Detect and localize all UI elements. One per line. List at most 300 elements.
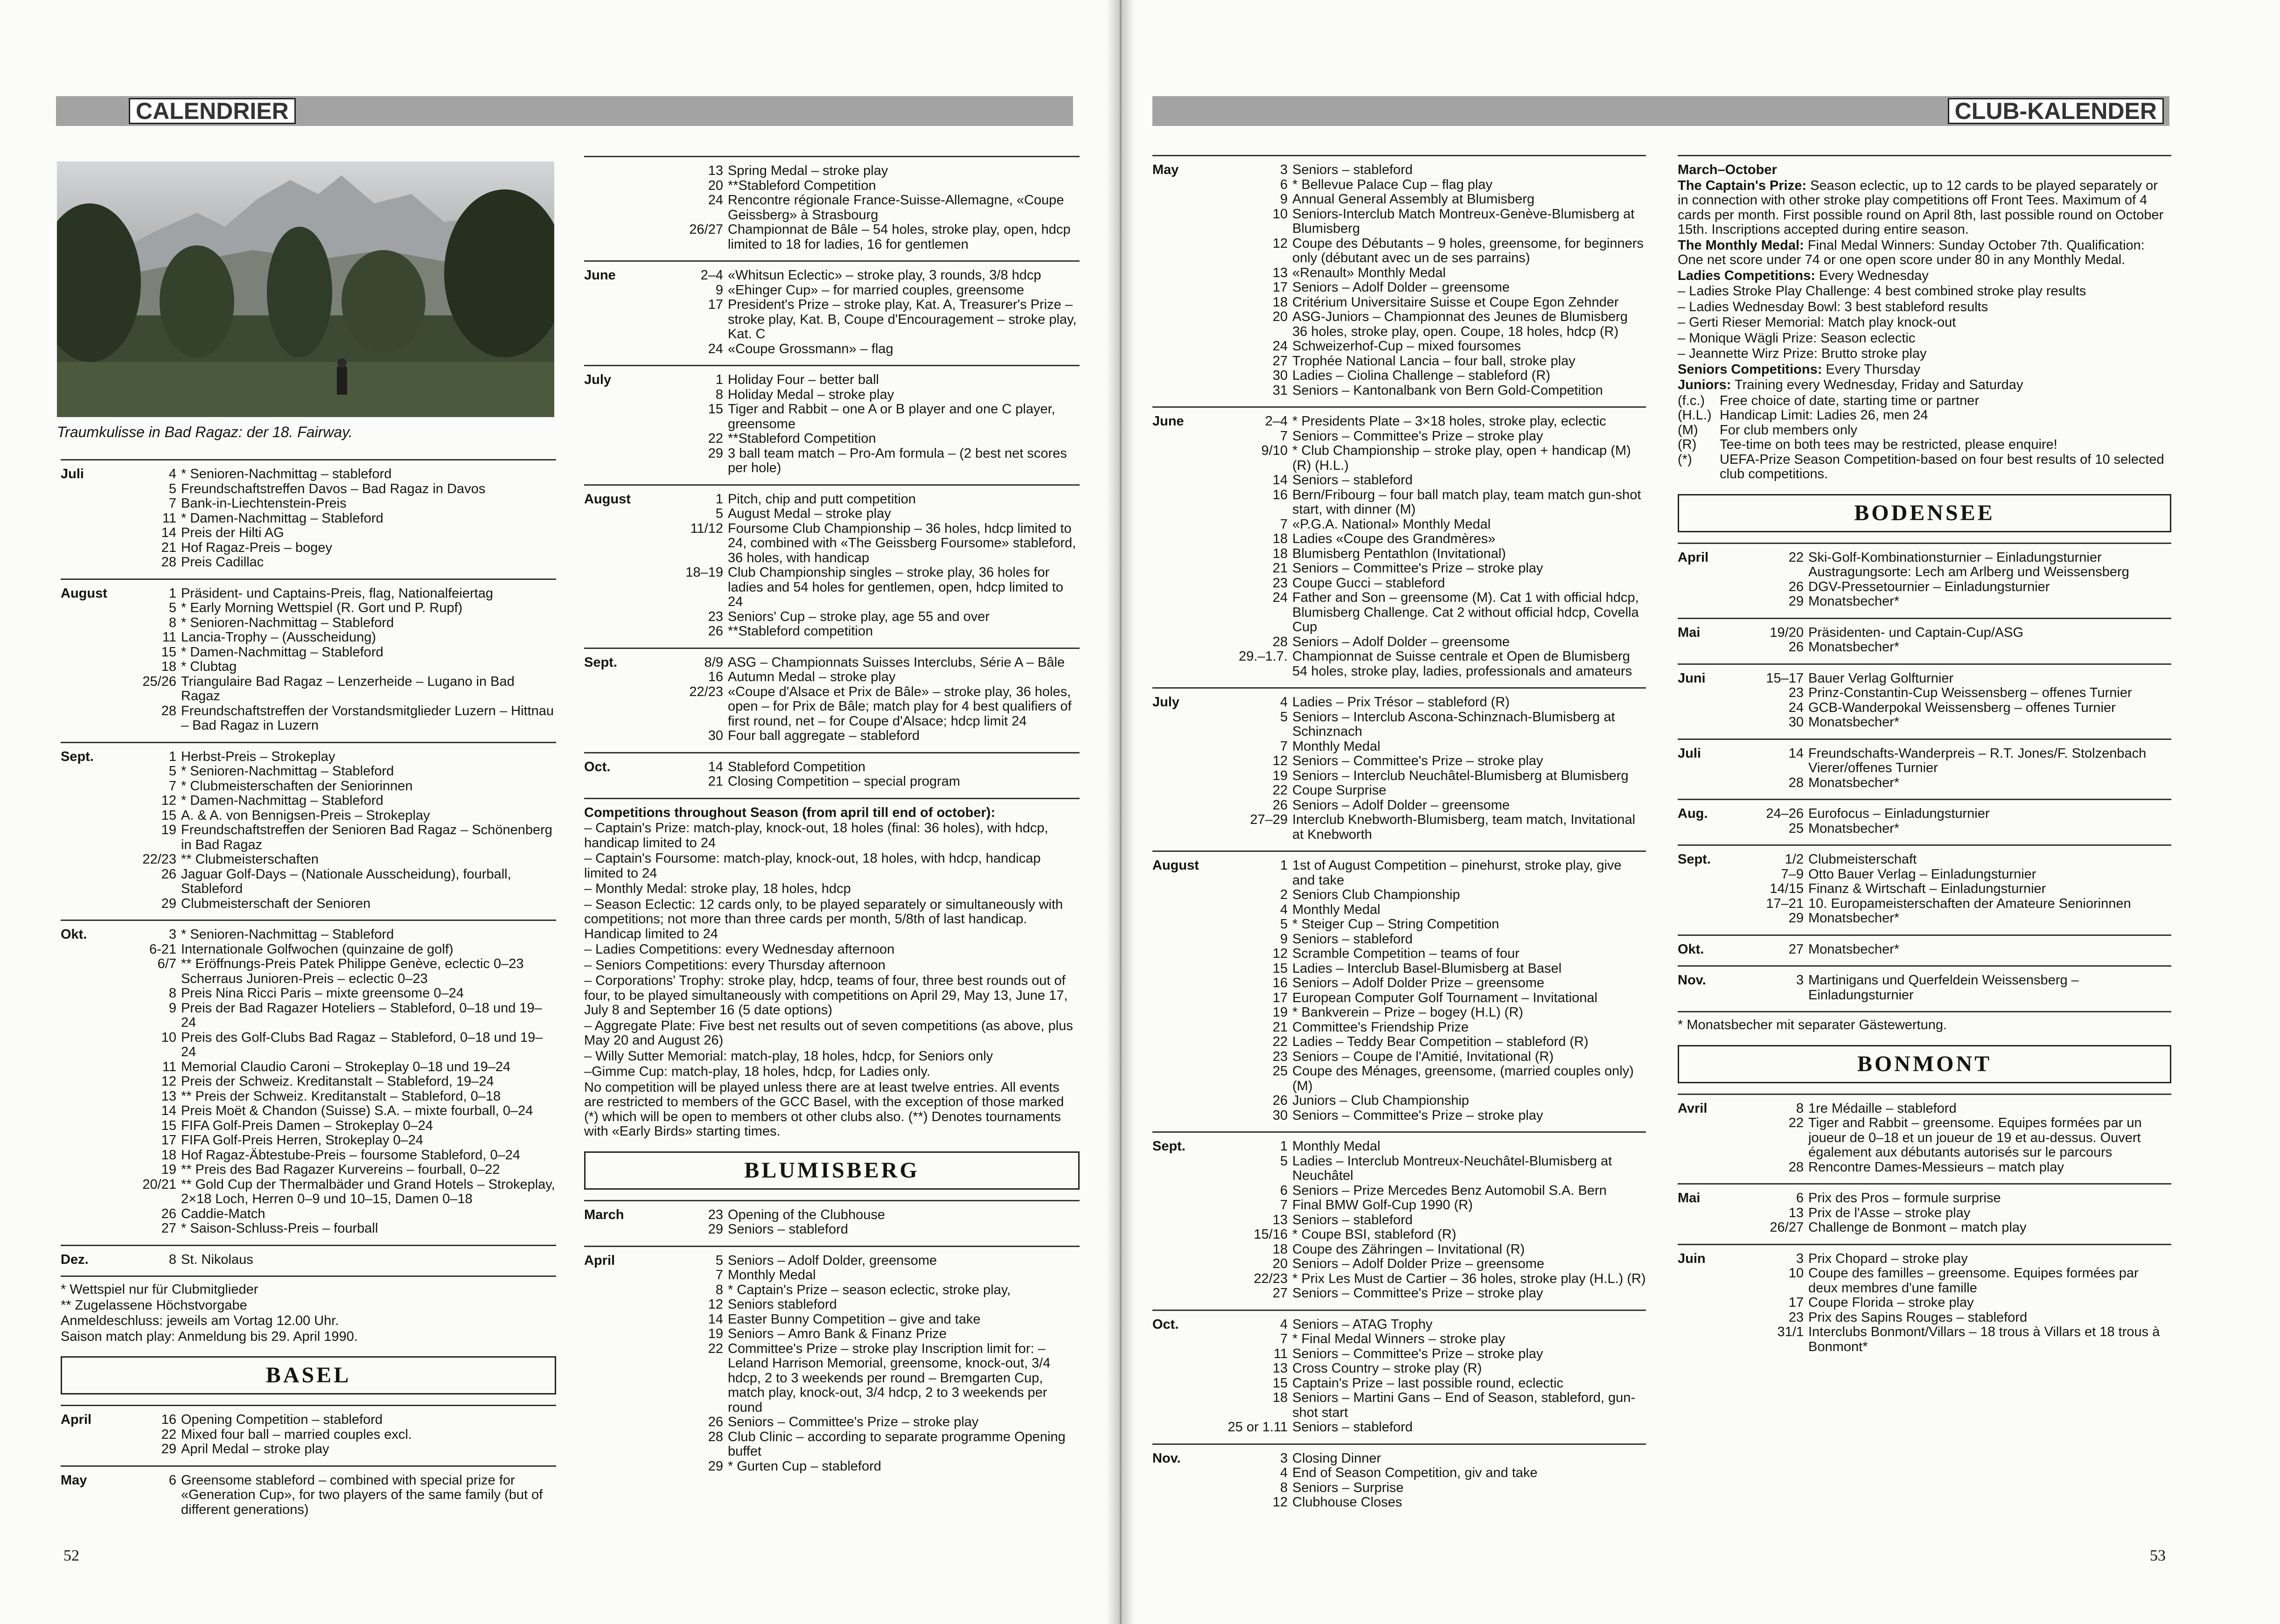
section-heading: BLUMISBERG — [584, 1151, 1080, 1190]
month-section — [61, 1245, 556, 1268]
event-date: 15 — [1272, 1375, 1288, 1391]
event-date: 4 — [1280, 1465, 1288, 1480]
month-section — [1152, 850, 1646, 1123]
event-text: * Club Championship – stroke play, open + handicap (M) (R) (H.L.) — [1292, 443, 1631, 473]
month-label: May — [61, 1472, 87, 1488]
event-text: Monthly Medal — [1292, 902, 1381, 917]
event-text: Tiger and Rabbit – greensome. Equipes formées par un joueur de 0–18 et un joueur de 19 et au-dessus. Ouvert également aux débutants autorisés sur le parcours — [1808, 1115, 2142, 1160]
event-text: Seniors – Committee's Prize – stroke play — [1292, 561, 1543, 576]
legend-key: (M) — [1678, 422, 1698, 438]
event-date: 22 — [1788, 550, 1804, 565]
event-text: Prix des Pros – formule surprise — [1808, 1191, 2001, 1206]
month-label — [584, 164, 640, 179]
month-section — [1152, 687, 1646, 842]
event-date: 30 — [1788, 715, 1804, 730]
page-number-left: 52 — [63, 1547, 79, 1564]
event-date: 7 — [1280, 1198, 1288, 1213]
info-text: – Gerti Rieser Memorial: Match play knock-out — [1678, 315, 1956, 330]
info-text: Final Medal Winners: Sunday October 7th. Qualification: One net score under 74 or one open score under 80 in any Monthly Medal. — [1678, 237, 2145, 267]
event-date: 11 — [1273, 1346, 1288, 1361]
event-text: Championnat de Suisse centrale et Open de Blumisberg 54 holes, stroke play, ladies, professionals and amateurs — [1292, 649, 1632, 679]
blumisberg-continued-column — [1152, 155, 1646, 1519]
month-section — [61, 1405, 556, 1457]
event-date: 25 — [1272, 1064, 1288, 1079]
event-text: «Ehinger Cup» – for married couples, greensome — [728, 282, 1025, 298]
event-date: 4 — [1280, 1317, 1288, 1332]
event-text: Seniors-Interclub Match Montreux-Genève-Blumisberg at Blumisberg — [1292, 206, 1635, 236]
month-label: Nov. — [1678, 973, 1706, 988]
event-date: 21 — [1272, 1019, 1288, 1035]
event-date: 21 — [708, 774, 723, 789]
event-date: 5 — [1280, 1153, 1288, 1169]
event-text: Monatsbecher* — [1808, 775, 1900, 790]
event-date: 4 — [168, 467, 176, 481]
event-text: Seniors Club Championship — [1292, 887, 1460, 902]
season-item: – Captain's Foursome: match-play, knock-out, 18 holes, with hdcp, handicap limited to 24 — [584, 851, 1041, 881]
event-text: Tiger and Rabbit – one A or B player and one C player, greensome — [728, 402, 1055, 432]
month-section — [1152, 1131, 1646, 1301]
month-section — [1678, 618, 2171, 655]
event-date: 2–4 — [1265, 414, 1288, 429]
season-title: Competitions throughout Season (from april till end of october): — [584, 805, 996, 820]
event-text: «Whitsun Eclectic» – stroke play, 3 rounds, 3/8 hdcp — [728, 268, 1041, 283]
event-text: * Senioren-Nachmittag – Stableford — [181, 764, 394, 779]
event-date: 18 — [1272, 531, 1288, 546]
event-date: 2–4 — [700, 268, 723, 283]
event-text: Closing Competition – special program — [728, 774, 961, 789]
event-date: 11 — [162, 630, 176, 645]
event-text: Monatsbecher* — [1808, 594, 1900, 609]
event-date: 14 — [1788, 746, 1804, 761]
event-date: 6 — [168, 1472, 176, 1488]
event-text: Preis der Hilti AG — [181, 525, 284, 540]
event-date: 22/23 — [1254, 1271, 1288, 1286]
event-date: 3 — [1280, 1450, 1288, 1466]
section-heading: BASEL — [61, 1356, 556, 1394]
event-text: Preis Cadillac — [181, 555, 264, 570]
legend-key: (H.L.) — [1678, 408, 1712, 423]
event-text: Seniors – Prize Mercedes Benz Automobil S.A. Bern — [1292, 1183, 1607, 1198]
event-date: 17 — [1272, 990, 1288, 1005]
footnote: ** Zugelassene Höchstvorgabe — [61, 1297, 247, 1313]
event-date: 1 — [1280, 858, 1288, 873]
event-text: Preis Nina Ricci Paris – mixte greensome 0–24 — [181, 986, 464, 1001]
event-date: 13 — [708, 163, 723, 178]
event-text: **Stableford competition — [728, 624, 873, 639]
event-text: Seniors – Committee's Prize – stroke play — [1292, 1286, 1543, 1301]
event-date: 20/21 — [142, 1177, 176, 1192]
section-heading: BONMONT — [1678, 1045, 2171, 1083]
event-date: 8 — [715, 1282, 723, 1297]
month-section — [1152, 1443, 1646, 1510]
right-page — [1120, 0, 2280, 1624]
event-date: 26 — [1272, 797, 1288, 813]
event-date: 23 — [1272, 1049, 1288, 1064]
event-date: 22/23 — [142, 852, 176, 867]
left-page — [0, 0, 1115, 1624]
event-date: 4 — [1280, 695, 1288, 710]
event-date: 16 — [708, 669, 723, 684]
event-date: 10 — [1788, 1266, 1804, 1281]
event-date: 13 — [1272, 1212, 1288, 1227]
footnote: Anmeldeschluss: jeweils am Vortag 12.00 Uhr. — [61, 1313, 339, 1328]
event-date: 22 — [161, 1427, 176, 1442]
info-bold: March–October — [1678, 162, 1777, 177]
event-text: Ski-Golf-Kombinationsturnier – Einladungsturnier Austragungsorte: Lech am Arlberg und Weissensberg — [1808, 550, 2129, 579]
month-section — [584, 648, 1080, 744]
event-text: Clubmeisterschaft — [1808, 852, 1917, 867]
event-text: «P.G.A. National» Monthly Medal — [1292, 516, 1491, 532]
event-text: Challenge de Bonmont – match play — [1808, 1220, 2027, 1235]
event-date: 4 — [1280, 902, 1288, 917]
month-label: June — [584, 268, 616, 283]
month-label: Sept. — [61, 749, 94, 764]
event-text: Seniors – Committee's Prize – stroke play — [728, 1415, 979, 1429]
footnote: Saison match play: Anmeldung bis 29. April 1990. — [61, 1329, 358, 1344]
event-text: Seniors – Adolf Dolder Prize – greensome — [1292, 1256, 1545, 1271]
event-text: * Bellevue Palace Cup – flag play — [1292, 177, 1492, 192]
event-text: Freundschaftstreffen Davos – Bad Ragaz in Davos — [181, 481, 486, 496]
event-text: Präsident- und Captains-Preis, flag, Nationalfeiertag — [181, 585, 493, 601]
info-text: – Ladies Stroke Play Challenge: 4 best combined stroke play results — [1678, 284, 2086, 299]
event-text: * Senioren-Nachmittag – Stableford — [181, 927, 394, 942]
legend-text: For club members only — [1720, 422, 1857, 438]
event-text: Prinz-Constantin-Cup Weissensberg – offenes Turnier — [1808, 685, 2132, 700]
event-text: Trophée National Lancia – four ball, stroke play — [1292, 353, 1576, 369]
event-text: Blumisberg Pentathlon (Invitational) — [1292, 546, 1506, 561]
event-date: 14 — [161, 525, 176, 540]
month-section — [1678, 934, 2171, 957]
event-text: ** Preis des Bad Ragazer Kurvereins – fourball, 0–22 — [181, 1162, 500, 1177]
event-date: 9/10 — [1261, 443, 1288, 458]
event-date: 11 — [162, 510, 176, 526]
event-text: Seniors – stableford — [1292, 473, 1413, 488]
event-date: 12 — [1272, 236, 1288, 251]
event-text: Bauer Verlag Golfturnier — [1808, 670, 1954, 686]
event-text: * Senioren-Nachmittag – stableford — [181, 467, 392, 481]
event-text: Bern/Fribourg – four ball match play, team match gun-shot start, with dinner (M) — [1292, 487, 1641, 517]
event-text: ** Eröffnungs-Preis Patek Philippe Genève, eclectic 0–23 Scherraus Junioren-Preis – eclectic 0–23 — [181, 956, 524, 986]
event-date: 22/23 — [689, 684, 723, 699]
event-date: 12 — [1272, 753, 1288, 768]
event-text: * Senioren-Nachmittag – Stableford — [181, 615, 394, 630]
event-date: 16 — [1272, 487, 1288, 502]
event-date: 17 — [1272, 280, 1288, 295]
month-section — [1678, 965, 2171, 1003]
event-date: 14 — [708, 1311, 723, 1327]
info-line — [1678, 163, 2171, 178]
event-date: 27 — [161, 1221, 176, 1236]
event-text: Juniors – Club Championship — [1292, 1093, 1469, 1108]
event-text: Präsidenten- und Captain-Cup/ASG — [1808, 625, 2024, 640]
event-date: 5 — [168, 600, 176, 615]
event-text: Jaguar Golf-Days – (Nationale Ausscheidung), fourball, Stableford — [181, 866, 511, 896]
info-text: Training every Wednesday, Friday and Saturday — [1731, 377, 2023, 392]
month-section — [1678, 799, 2171, 836]
info-text: Every Wednesday — [1815, 268, 1929, 283]
event-date: 8 — [1280, 1480, 1288, 1495]
event-date: 6 — [1280, 177, 1288, 192]
event-date: 28 — [1272, 634, 1288, 649]
event-date: 14/15 — [1770, 881, 1804, 896]
event-date: 19 — [161, 822, 176, 837]
event-date: 29 — [708, 1222, 723, 1237]
info-bold: Ladies Competitions: — [1678, 268, 1815, 283]
event-date: 19 — [1272, 768, 1288, 783]
event-date: 29 — [1788, 911, 1804, 926]
event-text: Captain's Prize – last possible round, eclectic — [1292, 1375, 1563, 1391]
event-text: Final BMW Golf-Cup 1990 (R) — [1292, 1198, 1473, 1213]
event-date: 15–17 — [1766, 670, 1804, 686]
event-date: 24 — [1272, 339, 1288, 354]
club-info-column — [1678, 155, 2171, 1363]
event-text: ASG – Championnats Suisses Interclubs, Série A – Bâle — [728, 655, 1065, 670]
event-date: 7–9 — [1781, 866, 1804, 882]
event-date: 29 — [161, 1442, 176, 1457]
event-text: 1re Médaille – stableford — [1808, 1101, 1957, 1116]
event-text: Schweizerhof-Cup – mixed foursomes — [1292, 339, 1521, 354]
month-section — [1678, 1094, 2171, 1175]
event-date: 5 — [715, 1253, 723, 1268]
event-date: 8 — [715, 387, 723, 402]
event-date: 22 — [1272, 1034, 1288, 1049]
event-date: 23 — [708, 1207, 723, 1222]
info-line — [1678, 331, 2171, 346]
event-date: 29 — [161, 896, 176, 911]
event-date: 28 — [161, 703, 176, 718]
month-label: April — [584, 1253, 615, 1268]
event-text: Seniors – Surprise — [1292, 1480, 1404, 1495]
event-date: 30 — [1272, 368, 1288, 383]
month-section — [584, 1246, 1080, 1474]
event-text: Triangulaire Bad Ragaz – Lenzerheide – Lugano in Bad Ragaz — [181, 674, 515, 704]
event-date: 9 — [1280, 192, 1288, 207]
month-label: August — [61, 585, 107, 601]
event-text: Seniors – Coupe de l'Amitié, Invitational (R) — [1292, 1049, 1554, 1064]
event-date: 3 — [168, 927, 176, 942]
event-date: 18 — [1272, 294, 1288, 310]
event-text: * Final Medal Winners – stroke play — [1292, 1331, 1506, 1346]
event-date: 14 — [161, 1103, 176, 1118]
month-section — [1678, 663, 2171, 730]
event-date: 23 — [1272, 575, 1288, 591]
event-date: 12 — [1272, 1495, 1288, 1510]
event-date: 26 — [161, 866, 176, 882]
event-text: Clubmeisterschaft der Senioren — [181, 896, 371, 911]
event-text: Ladies «Coupe des Grandmères» — [1292, 531, 1496, 546]
event-date: 28 — [1788, 775, 1804, 790]
event-date: 15 — [161, 1118, 176, 1133]
event-text: Freundschafts-Wanderpreis – R.T. Jones/F. Stolzenbach Vierer/offenes Turnier — [1808, 746, 2147, 775]
event-text: Opening of the Clubhouse — [728, 1207, 885, 1222]
info-text: Season eclectic, up to 12 cards to be played separately or in connection with other stroke play competitions off Front Tees. Maximum of 4 cards per month. First possible round on April 8th, last possible round on October 15th. Inscriptions accepted during entire season. — [1678, 178, 2164, 237]
event-text: Monatsbecher* — [1808, 715, 1900, 730]
event-text: Rencontre régionale France-Suisse-Allemagne, «Coupe Geissberg» à Strasbourg — [728, 193, 1064, 223]
info-line — [1678, 238, 2171, 268]
event-date: 6 — [1280, 1183, 1288, 1198]
month-label: Juni — [1678, 670, 1706, 686]
event-date: 13 — [1788, 1205, 1804, 1220]
event-text: Spring Medal – stroke play — [728, 163, 888, 178]
event-date: 19 — [1272, 1005, 1288, 1020]
event-date: 12 — [1272, 946, 1288, 961]
event-text: Foursome Club Championship – 36 holes, hdcp limited to 24, combined with «The Geissberg Foursome» stableford, 36 holes, with handicap — [728, 521, 1076, 565]
event-date: 8 — [1796, 1101, 1804, 1116]
event-text: Holiday Medal – stroke play — [728, 387, 894, 402]
event-date: 7 — [168, 496, 176, 511]
event-date: 1 — [1280, 1139, 1288, 1154]
legend-key: (f.c.) — [1678, 393, 1705, 408]
event-date: 7 — [1280, 516, 1288, 532]
month-label: Avril — [1678, 1101, 1708, 1116]
event-date: 3 — [1280, 162, 1288, 177]
event-text: Ladies – Prix Trésor – stableford (R) — [1292, 695, 1510, 710]
event-text: Coupe des Ménages, greensome, (married couples only) (M) — [1292, 1064, 1634, 1094]
event-date: 19/20 — [1770, 625, 1804, 640]
event-date: 15 — [161, 644, 176, 660]
event-date: 18–19 — [685, 565, 723, 580]
event-date: 18 — [1272, 1390, 1288, 1405]
event-text: April Medal – stroke play — [181, 1442, 329, 1457]
month-label: Juli — [61, 467, 84, 481]
event-date: 17 — [708, 297, 723, 312]
event-date: 21 — [1272, 561, 1288, 576]
calendrier-title: CALENDRIER — [129, 98, 296, 124]
bad-ragaz-calendar — [61, 459, 556, 1526]
event-text: Eurofocus – Einladungsturnier — [1808, 806, 1990, 821]
month-section — [1678, 543, 2171, 609]
event-text: Monatsbecher* — [1808, 911, 1900, 926]
event-text: Greensome stableford – combined with special prize for «Generation Cup», for two players of the same family (but of different generations) — [181, 1472, 543, 1517]
event-text: End of Season Competition, giv and take — [1292, 1465, 1538, 1480]
event-date: 5 — [1280, 709, 1288, 725]
event-text: Seniors – ATAG Trophy — [1292, 1317, 1433, 1332]
month-section — [1678, 739, 2171, 791]
event-date: 14 — [1272, 473, 1288, 488]
bodensee-footnote: * Monatsbecher mit separater Gästewertung. — [1678, 1011, 2171, 1033]
month-label: April — [1678, 550, 1709, 565]
event-text: Monatsbecher* — [1808, 821, 1900, 836]
club-kalender-title: CLUB-KALENDER — [1948, 98, 2164, 124]
event-text: * Saison-Schluss-Preis – fourball — [181, 1221, 378, 1236]
event-date: 9 — [715, 282, 723, 298]
event-text: Clubhouse Closes — [1292, 1495, 1402, 1510]
info-line — [1678, 347, 2171, 362]
legend-text: UEFA-Prize Season Competition-based on four best results of 10 selected club competitions. — [1720, 452, 2164, 481]
event-text: * Clubtag — [181, 659, 237, 674]
event-date: 5 — [1280, 917, 1288, 932]
page-number-right: 53 — [2150, 1547, 2166, 1564]
event-text: 10. Europameisterschaften der Amateure Seniorinnen — [1808, 896, 2131, 911]
month-label: June — [1152, 414, 1184, 429]
event-text: * Bankverein – Prize – bogey (H.L) (R) — [1292, 1005, 1523, 1020]
season-competitions — [584, 798, 1080, 1139]
month-section — [61, 579, 556, 733]
event-date: 25 — [1788, 821, 1804, 836]
event-date: 26 — [1272, 1093, 1288, 1108]
event-date: 26 — [161, 1206, 176, 1221]
event-date: 14 — [708, 759, 723, 774]
month-section — [1678, 1183, 2171, 1235]
season-item: – Willy Sutter Memorial: match-play, 18 holes, hdcp, for Seniors only — [584, 1048, 993, 1064]
event-date: 16 — [1272, 976, 1288, 990]
event-text: Mixed four ball – married couples excl. — [181, 1427, 412, 1442]
event-text: Seniors – Committee's Prize – stroke play — [1292, 428, 1543, 444]
event-text: * Presidents Plate – 3×18 holes, stroke play, eclectic — [1292, 414, 1606, 429]
event-date: 17 — [161, 1133, 176, 1148]
event-date: 29 — [708, 446, 723, 461]
event-date: 27 — [1272, 353, 1288, 369]
event-date: 31 — [1272, 383, 1288, 398]
event-date: 18 — [1272, 1241, 1288, 1257]
event-date: 18 — [1272, 546, 1288, 561]
event-text: FIFA Golf-Preis Damen – Strokeplay 0–24 — [181, 1118, 433, 1133]
legend-text: Handicap Limit: Ladies 26, men 24 — [1720, 408, 1928, 423]
season-item: –Gimme Cup: match-play, 18 holes, hdcp, for Ladies only. — [584, 1064, 931, 1079]
month-label: Mai — [1678, 625, 1701, 640]
event-text: Memorial Claudio Caroni – Strokeplay 0–18 und 19–24 — [181, 1059, 511, 1074]
month-label: Nov. — [1152, 1450, 1181, 1466]
event-date: 5 — [168, 764, 176, 779]
photo-caption: Traumkulisse in Bad Ragaz: der 18. Fairway. — [57, 424, 353, 440]
event-text: Seniors – Amro Bank & Finanz Prize — [728, 1326, 947, 1341]
section-heading: BODENSEE — [1678, 494, 2171, 532]
event-text: * Damen-Nachmittag – Stableford — [181, 510, 383, 526]
event-date: 28 — [1788, 1159, 1804, 1175]
event-text: Coupe Florida – stroke play — [1808, 1295, 1974, 1310]
event-text: Interclub Knebworth-Blumisberg, team match, Invitational at Knebworth — [1292, 812, 1636, 842]
event-text: Autumn Medal – stroke play — [728, 669, 896, 684]
event-date: 8 — [168, 615, 176, 630]
month-section — [584, 156, 1080, 252]
event-date: 3 — [1796, 973, 1804, 988]
info-text: Every Thursday — [1822, 362, 1920, 377]
event-date: 6/7 — [157, 956, 176, 971]
month-label: Juin — [1678, 1251, 1706, 1266]
event-text: Preis der Bad Ragazer Hoteliers – Stableford, 0–18 und 19–24 — [181, 1000, 542, 1030]
event-date: 1 — [168, 585, 176, 601]
event-date: 1/2 — [1785, 852, 1804, 867]
event-date: 26 — [1788, 640, 1804, 655]
event-date: 15 — [161, 808, 176, 823]
event-text: ** Preis der Schweiz. Kreditanstalt – Stableford, 0–18 — [181, 1088, 501, 1104]
month-label: Sept. — [584, 655, 617, 670]
event-date: 3 — [1796, 1251, 1804, 1266]
event-date: 7 — [1280, 428, 1288, 444]
event-date: 28 — [161, 555, 176, 570]
event-date: 26 — [708, 1415, 723, 1429]
event-date: 24 — [1272, 590, 1288, 605]
event-text: Seniors – Committee's Prize – stroke play — [1292, 1108, 1543, 1123]
event-text: * Coupe BSI, stableford (R) — [1292, 1227, 1457, 1242]
event-text: Ladies – Interclub Basel-Blumisberg at Basel — [1292, 961, 1562, 976]
event-date: 26 — [1788, 579, 1804, 594]
event-text: Annual General Assembly at Blumisberg — [1292, 192, 1535, 207]
event-date: 22 — [708, 1341, 723, 1356]
event-date: 20 — [1272, 1256, 1288, 1271]
season-item: – Season Eclectic: 12 cards only, to be played separately or simultaneously with competitions; not more than three cards per month, 5/8th of last handicap. Handicap limited to 24 — [584, 897, 1063, 941]
event-date: 20 — [708, 178, 723, 193]
event-date: 6 — [1796, 1191, 1804, 1206]
event-date: 8 — [168, 986, 176, 1001]
event-text: Seniors – stableford — [728, 1222, 848, 1237]
club-info — [1678, 155, 2171, 482]
event-text: Hof Ragaz-Preis – bogey — [181, 540, 332, 555]
event-text: A. & A. von Bennigsen-Preis – Strokeplay — [181, 808, 430, 823]
event-text: * Clubmeisterschaften der Seniorinnen — [181, 778, 413, 794]
event-text: Father and Son – greensome (M). Cat 1 with official hdcp, Blumisberg Challenge. Cat 2 without official hdcp, Covella Cup — [1292, 590, 1639, 634]
month-label: Oct. — [584, 759, 611, 774]
